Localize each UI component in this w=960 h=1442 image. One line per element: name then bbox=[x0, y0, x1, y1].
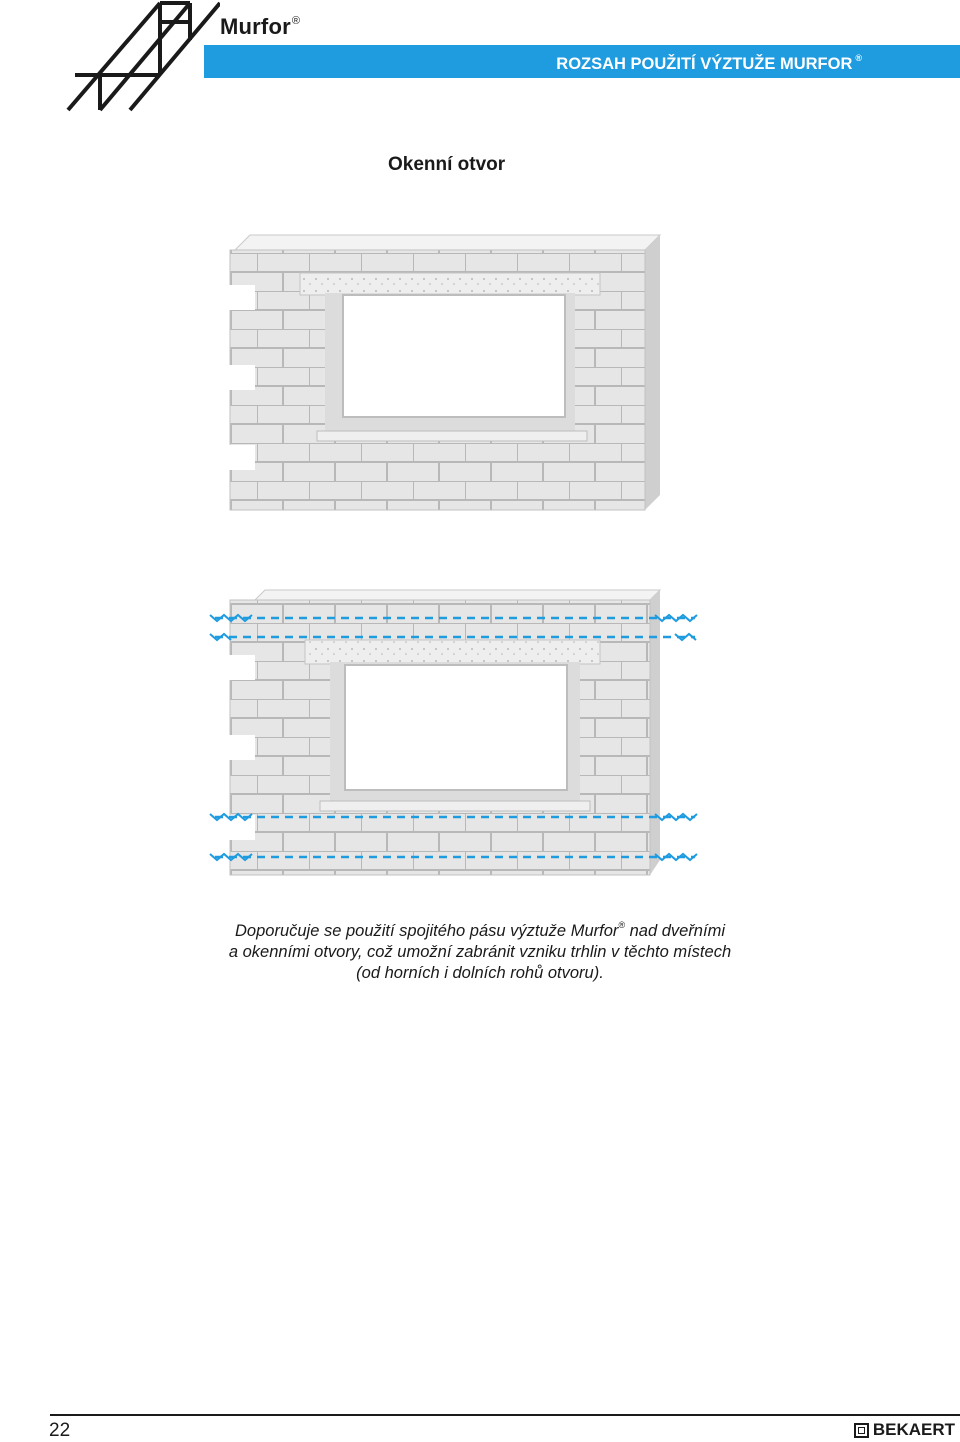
brick-wall-window-reinforced-icon bbox=[205, 585, 705, 885]
page-number: 22 bbox=[49, 1420, 71, 1441]
company-name: BEKAERT bbox=[872, 1420, 955, 1439]
brick-wall-window-icon bbox=[205, 215, 705, 515]
header-bar bbox=[204, 45, 960, 78]
bekaert-icon bbox=[854, 1423, 869, 1438]
caption-line-1: Doporučuje se použití spojitého pásu výztuže Murfor® nad dveřními bbox=[235, 920, 725, 940]
caption-line-3: (od horních i dolních rohů otvoru). bbox=[356, 964, 604, 982]
brand-name: Murfor® bbox=[220, 14, 301, 39]
murfor-logo-icon bbox=[60, 0, 220, 116]
header-title: ROZSAH POUŽITÍ VÝZTUŽE MURFOR ® bbox=[556, 53, 862, 73]
bekaert-logo bbox=[854, 1420, 955, 1440]
footer-rule bbox=[50, 1414, 960, 1416]
caption-line-2: a okenními otvory, což umožní zabránit vzniku trhlin v těchto místech bbox=[228, 943, 732, 961]
caption bbox=[0, 915, 960, 984]
